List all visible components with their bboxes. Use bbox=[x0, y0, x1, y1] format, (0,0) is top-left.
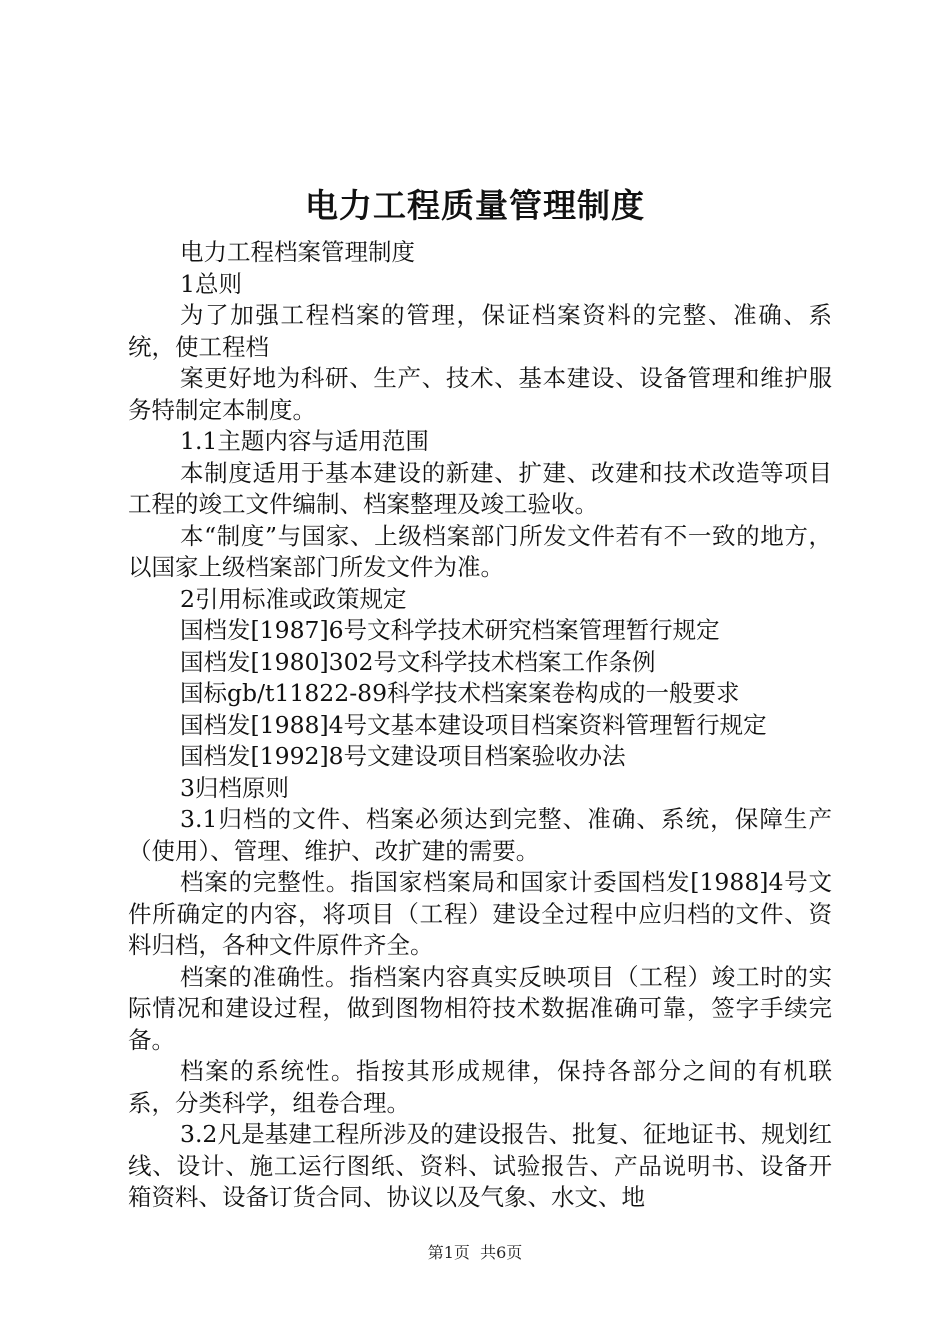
document-body bbox=[128, 237, 832, 1214]
document-title: 电力工程质量管理制度 bbox=[305, 186, 645, 225]
paragraph: 3.1归档的文件、档案必须达到完整、准确、系统，保障生产（使用）、管理、维护、改扩建的需要。 bbox=[128, 805, 832, 865]
paragraph: 为了加强工程档案的管理，保证档案资料的完整、准确、系统，使工程档 bbox=[128, 301, 832, 361]
paragraph: 国档发[1987]6号文科学技术研究档案管理暂行规定 bbox=[180, 616, 720, 644]
paragraph: 1.1主题内容与适用范围 bbox=[180, 427, 429, 455]
paragraph: 档案的准确性。指档案内容真实反映项目（工程）竣工时的实际情况和建设过程，做到图物相符技术数据准确可靠，签字手续完备。 bbox=[128, 962, 832, 1054]
paragraph: 档案的系统性。指按其形成规律，保持各部分之间的有机联系，分类科学，组卷合理。 bbox=[128, 1057, 832, 1117]
paragraph: 2引用标准或政策规定 bbox=[180, 584, 407, 613]
paragraph: 国档发[1992]8号文建设项目档案验收办法 bbox=[180, 742, 626, 770]
paragraph: 档案的完整性。指国家档案局和国家计委国档发[1988]4号文件所确定的内容，将项目（工程）建设全过程中应归档的文件、资料归档，各种文件原件齐全。 bbox=[128, 868, 832, 959]
paragraph: 案更好地为科研、生产、技术、基本建设、设备管理和维护服务特制定本制度。 bbox=[128, 364, 832, 424]
paragraph: 电力工程档案管理制度 bbox=[180, 238, 415, 266]
paragraph: 本制度适用于基本建设的新建、扩建、改建和技术改造等项目工程的竣工文件编制、档案整理及竣工验收。 bbox=[128, 458, 832, 518]
page-number: 第1页 bbox=[427, 1243, 470, 1262]
total-pages: 共6页 bbox=[480, 1243, 523, 1262]
footer-separator bbox=[470, 1243, 480, 1262]
paragraph: 国档发[1988]4号文基本建设项目档案资料管理暂行规定 bbox=[180, 710, 767, 739]
paragraph: 国档发[1980]302号文科学技术档案工作条例 bbox=[180, 647, 656, 676]
paragraph: 国标gb/t11822-89科学技术档案案卷构成的一般要求 bbox=[180, 679, 740, 707]
page-footer bbox=[0, 1242, 950, 1264]
paragraph: 本“制度”与国家、上级档案部门所发文件若有不一致的地方，以国家上级档案部门所发文件为准。 bbox=[128, 521, 832, 581]
paragraph: 3.2凡是基建工程所涉及的建设报告、批复、征地证书、规划红线、设计、施工运行图纸、资料、试验报告、产品说明书、设备开箱资料、设备订货合同、协议以及气象、水文、地 bbox=[128, 1120, 832, 1211]
paragraph: 3归档原则 bbox=[180, 773, 289, 802]
paragraph: 1总则 bbox=[180, 269, 242, 298]
